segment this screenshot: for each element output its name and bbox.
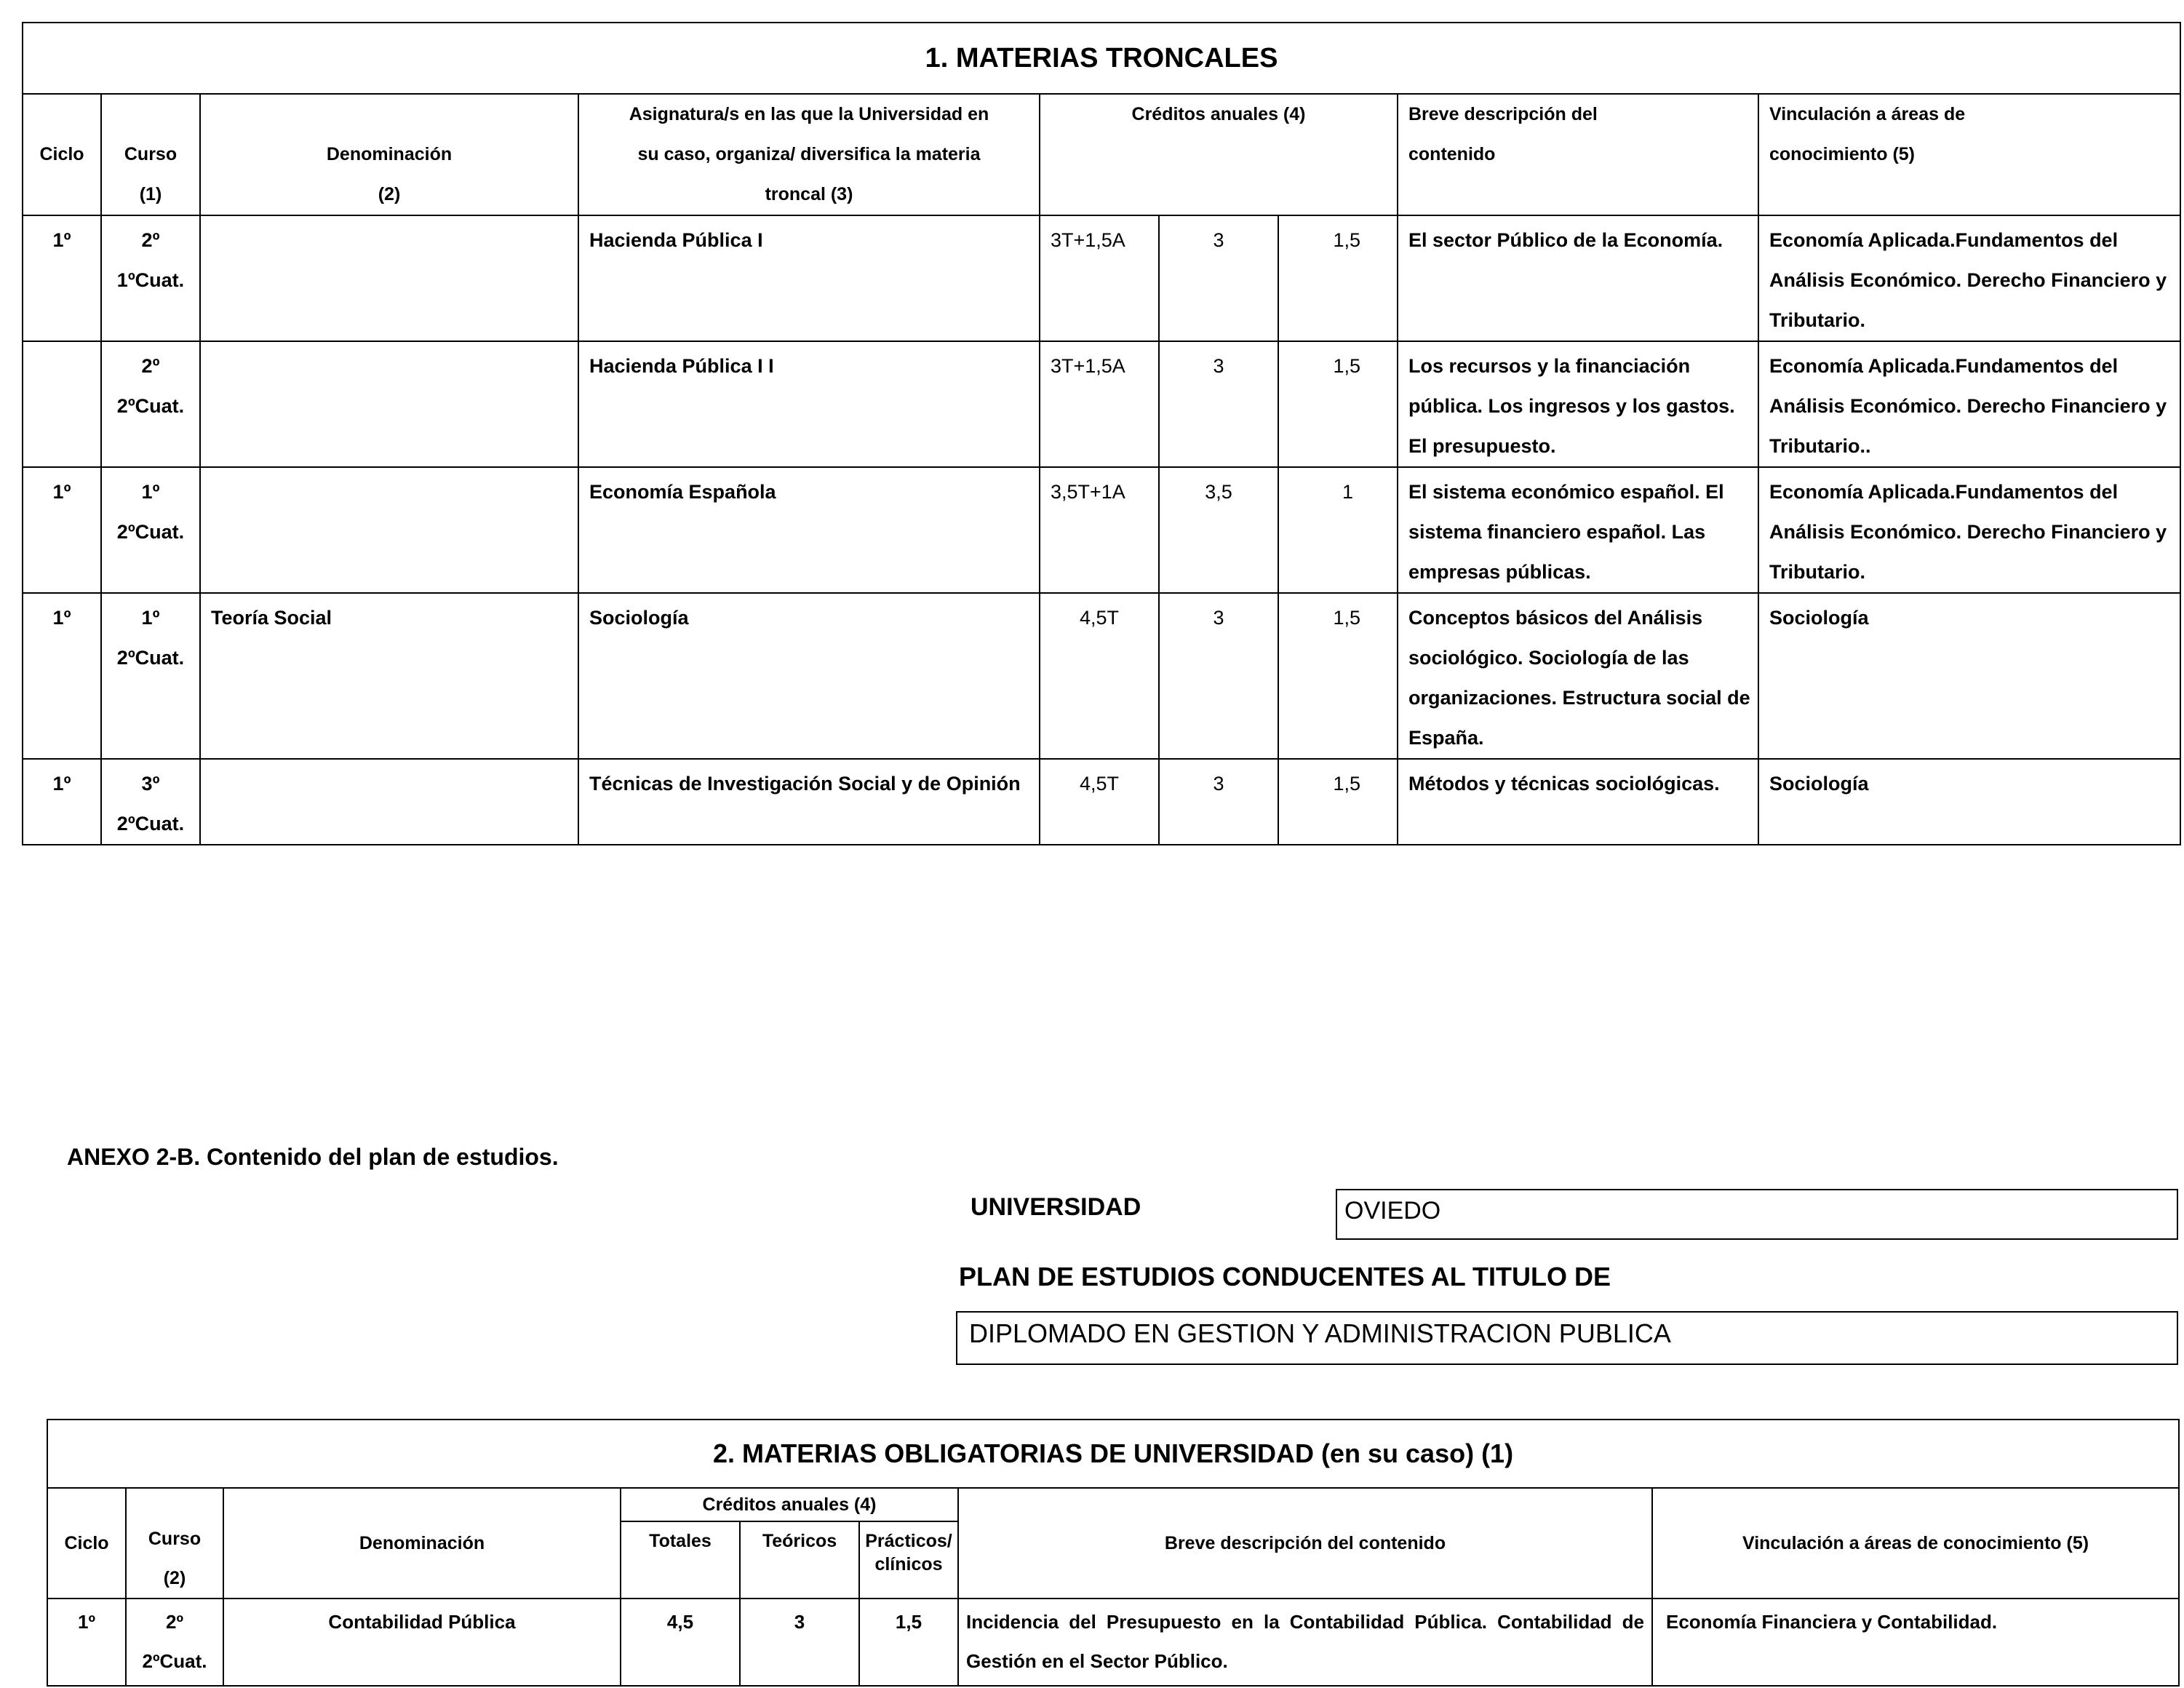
descripcion-header-line: Breve descripción del (1408, 104, 1598, 124)
cell-descripcion: Conceptos básicos del Análisis sociológico. Sociología de las organizaciones. Estructura social de España. (1398, 593, 1758, 759)
asignatura-header-line: troncal (3) (765, 184, 853, 204)
col-header-practicos (859, 1521, 958, 1599)
cell-creditos-teoricos: 3 (1159, 341, 1278, 467)
cell-curso (101, 467, 200, 593)
curso-cuatrimestre: 2ºCuat. (116, 395, 185, 417)
table-row (47, 1599, 2179, 1686)
universidad-label: UNIVERSIDAD (971, 1193, 1141, 1221)
curso-cuatrimestre: 2ºCuat. (116, 647, 185, 669)
cell-denominacion (200, 341, 578, 467)
denominacion-header-label: Denominación (326, 144, 453, 164)
curso-cuatrimestre: 2ºCuat. (142, 1650, 207, 1672)
cell-asignatura: Economía Española (578, 467, 1040, 593)
col-header-ciclo: Ciclo (47, 1488, 126, 1599)
cell-creditos-teoricos: 3 (1159, 215, 1278, 341)
cell-ciclo: 1º (47, 1599, 126, 1686)
plan-label: PLAN DE ESTUDIOS CONDUCENTES AL TITULO DE (959, 1262, 1611, 1291)
cell-curso (101, 215, 200, 341)
curso-year: 1º (141, 607, 160, 629)
table-row (23, 467, 2180, 593)
table-row (23, 759, 2180, 845)
curso-header-ref: (2) (163, 1568, 186, 1588)
curso-cuatrimestre: 2ºCuat. (116, 521, 185, 543)
cell-vinculacion: Economía Aplicada.Fundamentos del Análisis Económico. Derecho Financiero y Tributario. (1758, 467, 2180, 593)
cell-curso (126, 1599, 223, 1686)
cell-creditos-practicos: 1,5 (1278, 215, 1398, 341)
cell-practicos: 1,5 (859, 1599, 958, 1686)
col-header-asignatura (578, 94, 1040, 215)
table-row (23, 215, 2180, 341)
col-header-denominacion (200, 94, 578, 215)
cell-asignatura: Hacienda Pública I (578, 215, 1040, 341)
titulo-field: DIPLOMADO EN GESTION Y ADMINISTRACION PUBLICA (956, 1311, 2178, 1365)
table-row (23, 593, 2180, 759)
col-header-totales: Totales (621, 1521, 740, 1599)
universidad-field: OVIEDO (1336, 1189, 2178, 1240)
cell-totales: 4,5 (621, 1599, 740, 1686)
vinculacion-header-line: Vinculación a áreas de (1769, 104, 1966, 124)
curso-header-label: Curso (124, 144, 178, 164)
anexo-heading: ANEXO 2-B. Contenido del plan de estudios. (67, 1144, 559, 1170)
cell-creditos-teoricos: 3 (1159, 593, 1278, 759)
cell-creditos-practicos: 1,5 (1278, 341, 1398, 467)
cell-descripcion: Los recursos y la financiación pública. Los ingresos y los gastos. El presupuesto. (1398, 341, 1758, 467)
curso-cuatrimestre: 2ºCuat. (116, 813, 185, 835)
cell-denominacion: Contabilidad Pública (223, 1599, 621, 1686)
col-header-teoricos: Teóricos (740, 1521, 859, 1599)
col-header-vinculacion (1758, 94, 2180, 215)
cell-creditos-total: 4,5T (1040, 759, 1159, 845)
cell-vinculacion: Sociología (1758, 759, 2180, 845)
cell-ciclo: 1º (23, 593, 101, 759)
curso-cuatrimestre: 1ºCuat. (116, 269, 185, 291)
curso-header-label: Curso (148, 1529, 202, 1549)
cell-asignatura: Hacienda Pública I I (578, 341, 1040, 467)
col-header-vinculacion: Vinculación a áreas de conocimiento (5) (1652, 1488, 2179, 1599)
cell-curso (101, 341, 200, 467)
col-header-denominacion: Denominación (223, 1488, 621, 1599)
cell-creditos-total: 4,5T (1040, 593, 1159, 759)
cell-creditos-practicos: 1,5 (1278, 759, 1398, 845)
cell-creditos-total: 3T+1,5A (1040, 341, 1159, 467)
cell-denominacion (200, 467, 578, 593)
cell-denominacion (200, 759, 578, 845)
table-row (23, 341, 2180, 467)
cell-asignatura: Sociología (578, 593, 1040, 759)
denominacion-header-ref: (2) (378, 184, 401, 204)
cell-creditos-total: 3T+1,5A (1040, 215, 1159, 341)
asignatura-header-line: su caso, organiza/ diversifica la materia (637, 144, 981, 164)
practicos-header-line: clínicos (874, 1554, 943, 1574)
cell-ciclo: 1º (23, 215, 101, 341)
cell-curso (101, 759, 200, 845)
table-title: 2. MATERIAS OBLIGATORIAS DE UNIVERSIDAD (en su caso) (1) (47, 1420, 2179, 1488)
cell-vinculacion: Sociología (1758, 593, 2180, 759)
descripcion-header-line: contenido (1408, 144, 1496, 164)
curso-year: 2º (141, 229, 160, 251)
cell-curso (101, 593, 200, 759)
cell-creditos-practicos: 1,5 (1278, 593, 1398, 759)
cell-teoricos: 3 (740, 1599, 859, 1686)
asignatura-header-line: Asignatura/s en las que la Universidad en (629, 104, 989, 124)
cell-descripcion: El sector Público de la Economía. (1398, 215, 1758, 341)
materias-obligatorias-table (47, 1419, 2180, 1687)
cell-creditos-total: 3,5T+1A (1040, 467, 1159, 593)
curso-year: 2º (141, 355, 160, 377)
vinculacion-header-line: conocimiento (5) (1769, 144, 1916, 164)
cell-ciclo (23, 341, 101, 467)
col-header-creditos: Créditos anuales (4) (1040, 94, 1398, 215)
curso-year: 3º (141, 773, 160, 795)
cell-vinculacion: Economía Aplicada.Fundamentos del Análisis Económico. Derecho Financiero y Tributario.. (1758, 341, 2180, 467)
col-header-creditos: Créditos anuales (4) (621, 1488, 958, 1521)
cell-descripcion: El sistema económico español. El sistema financiero español. Las empresas públicas. (1398, 467, 1758, 593)
cell-descripcion: Métodos y técnicas sociológicas. (1398, 759, 1758, 845)
cell-ciclo: 1º (23, 759, 101, 845)
col-header-descripcion (1398, 94, 1758, 215)
cell-denominacion (200, 215, 578, 341)
cell-denominacion: Teoría Social (200, 593, 578, 759)
cell-vinculacion: Economía Aplicada.Fundamentos del Análisis Económico. Derecho Financiero y Tributario. (1758, 215, 2180, 341)
materias-troncales-table (22, 22, 2181, 845)
practicos-header-line: Prácticos/ (865, 1531, 952, 1551)
cell-asignatura: Técnicas de Investigación Social y de Opinión (578, 759, 1040, 845)
curso-year: 1º (141, 481, 160, 503)
cell-creditos-practicos: 1 (1278, 467, 1398, 593)
col-header-descripcion: Breve descripción del contenido (958, 1488, 1652, 1599)
cell-vinculacion: Economía Financiera y Contabilidad. (1652, 1599, 2179, 1686)
col-header-curso (126, 1488, 223, 1599)
table-title: 1. MATERIAS TRONCALES (23, 23, 2180, 94)
cell-ciclo: 1º (23, 467, 101, 593)
curso-year: 2º (166, 1611, 183, 1633)
cell-creditos-teoricos: 3 (1159, 759, 1278, 845)
cell-creditos-teoricos: 3,5 (1159, 467, 1278, 593)
col-header-curso (101, 94, 200, 215)
curso-header-ref: (1) (139, 184, 162, 204)
col-header-ciclo: Ciclo (23, 94, 101, 215)
cell-descripcion: Incidencia del Presupuesto en la Contabilidad Pública. Contabilidad de Gestión en el Sector Público. (958, 1599, 1652, 1686)
